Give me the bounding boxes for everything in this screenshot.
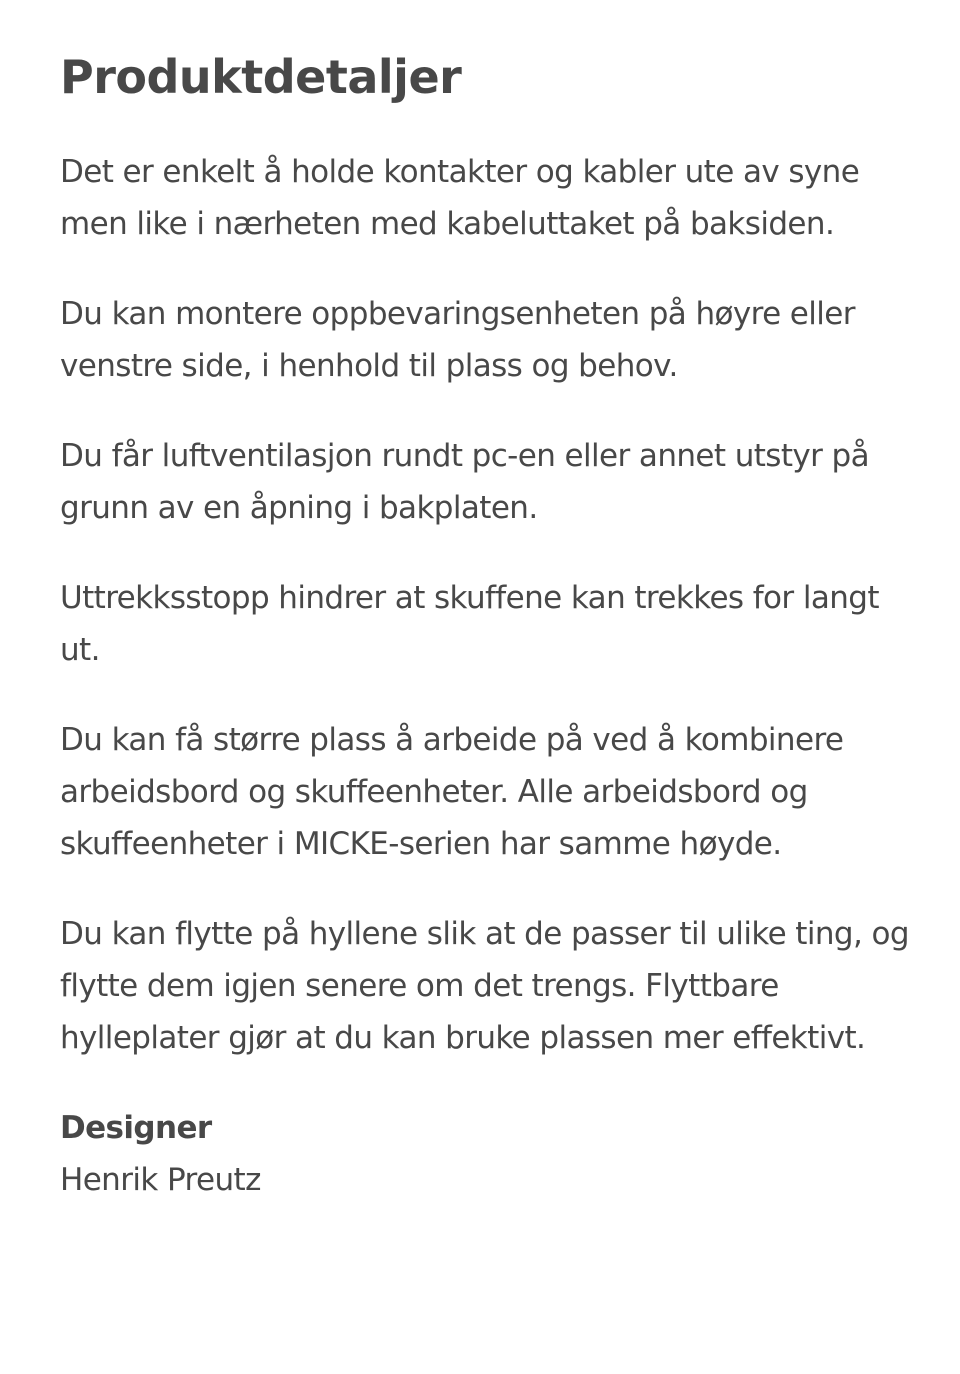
detail-paragraph-ventilation: Du får luftventilasjon rundt pc-en eller annet utstyr på grunn av en åpning i bakplaten. [60, 438, 870, 526]
detail-paragraph-mounting-side: Du kan montere oppbevaringsenheten på høyre eller venstre side, i henhold til plass og behov. [60, 296, 855, 384]
detail-paragraph-combine: Du kan få større plass å arbeide på ved å kombinere arbeidsbord og skuffeenheter. Alle arbeidsbord og skuffeenheter i MICKE-serien har samme høyde. [60, 722, 844, 862]
product-details-section [60, 38, 920, 1206]
designer-heading: Designer [60, 1110, 212, 1146]
detail-paragraph-cable-outlet: Det er enkelt å holde kontakter og kabler ute av syne men like i nærheten med kabeluttaket på baksiden. [60, 154, 860, 242]
detail-paragraph-shelves: Du kan flytte på hyllene slik at de passer til ulike ting, og flytte dem igjen senere om det trengs. Flyttbare hylleplater gjør at du kan bruke plassen mer effektivt. [60, 916, 909, 1056]
page-title: Produktdetaljer [60, 50, 462, 104]
detail-paragraph-drawer-stop: Uttrekksstopp hindrer at skuffene kan trekkes for langt ut. [60, 580, 879, 668]
designer-name: Henrik Preutz [60, 1162, 261, 1198]
